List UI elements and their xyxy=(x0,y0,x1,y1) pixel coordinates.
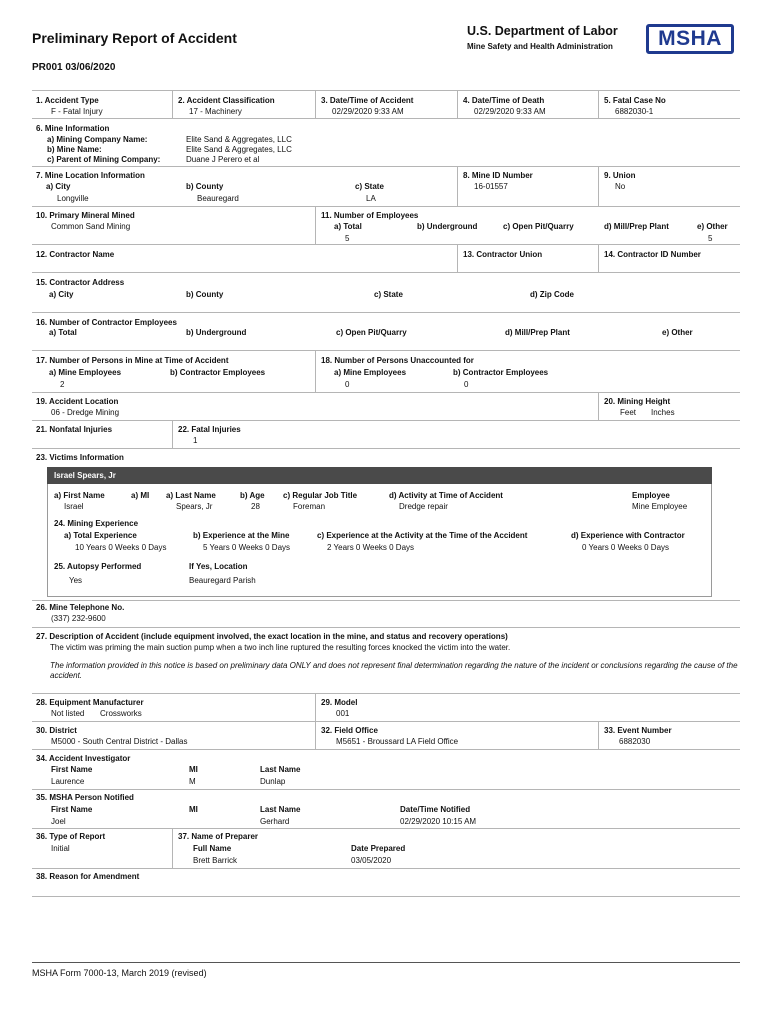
primary-mineral-label: 10. Primary Mineral Mined xyxy=(36,211,135,220)
mine-name-label: b) Mine Name: xyxy=(47,145,102,154)
state-label: c) State xyxy=(355,182,384,191)
msha-notified-label: 35. MSHA Person Notified xyxy=(36,793,134,802)
death-datetime-label: 4. Date/Time of Death xyxy=(463,96,545,105)
company-name-value: Elite Sand & Aggregates, LLC xyxy=(186,135,292,144)
county-label: b) County xyxy=(186,182,224,191)
divider xyxy=(598,244,599,272)
report-id: PR001 03/06/2020 xyxy=(32,62,116,73)
contractor-mill-label: d) Mill/Prep Plant xyxy=(505,328,570,337)
disclaimer-note: The information provided in this notice is based on preliminary data ONLY and does not represent final determination regarding the nature of the incident or conclusions regarding the cause of the accident. xyxy=(50,661,738,680)
divider xyxy=(315,350,316,392)
divider xyxy=(598,166,599,206)
autopsy-value: Yes xyxy=(69,576,83,585)
employees-other-value: 5 xyxy=(708,234,713,243)
victim-name: Israel Spears, Jr xyxy=(54,471,116,480)
form-footer: MSHA Form 7000-13, March 2019 (revised) xyxy=(32,968,207,978)
divider xyxy=(457,166,458,206)
contractor-experience-label: d) Experience with Contractor xyxy=(571,531,685,540)
death-datetime-value: 02/29/2020 9:33 AM xyxy=(474,107,546,116)
prepared-date-label: Date Prepared xyxy=(351,844,406,853)
district-label: 30. District xyxy=(36,726,77,735)
contractor-zip-label: d) Zip Code xyxy=(530,290,574,299)
divider xyxy=(172,420,173,448)
investigator-mi-label: MI xyxy=(189,765,198,774)
victim-job-value: Foreman xyxy=(293,502,326,511)
divider xyxy=(32,896,740,897)
mining-height-label: 20. Mining Height xyxy=(604,397,671,406)
contractor-other-label: e) Other xyxy=(662,328,693,337)
divider xyxy=(172,90,173,118)
divider xyxy=(32,448,740,449)
notified-first-value: Joel xyxy=(51,817,66,826)
state-value: LA xyxy=(366,194,376,203)
divider xyxy=(32,244,740,245)
divider xyxy=(32,392,740,393)
victim-employee-value: Mine Employee xyxy=(632,502,688,511)
contractor-address-label: 15. Contractor Address xyxy=(36,278,125,287)
employees-other-label: e) Other xyxy=(697,222,728,231)
contractor-id-label: 14. Contractor ID Number xyxy=(604,250,701,259)
divider xyxy=(172,828,173,868)
fatal-case-value: 6882030-1 xyxy=(615,107,654,116)
notified-mi-label: MI xyxy=(189,805,198,814)
district-value: M5000 - South Central District - Dallas xyxy=(51,737,188,746)
report-type-label: 36. Type of Report xyxy=(36,832,106,841)
divider xyxy=(315,206,316,244)
contractor-underground-label: b) Underground xyxy=(186,328,247,337)
mine-experience-value: 5 Years 0 Weeks 0 Days xyxy=(203,543,291,552)
contractor-employees-label: 16. Number of Contractor Employees xyxy=(36,318,177,327)
employees-label: 11. Number of Employees xyxy=(321,211,419,220)
notified-date-label: Date/Time Notified xyxy=(400,805,471,814)
victim-details xyxy=(47,484,712,597)
accident-type-value: F - Fatal Injury xyxy=(51,107,103,116)
divider xyxy=(598,392,599,420)
msha-logo: MSHA xyxy=(646,24,734,54)
autopsy-location-label: If Yes, Location xyxy=(189,562,248,571)
victim-activity-label: d) Activity at Time of Accident xyxy=(389,491,503,500)
unaccounted-label: 18. Number of Persons Unaccounted for xyxy=(321,356,474,365)
employees-pit-label: c) Open Pit/Quarry xyxy=(503,222,574,231)
classification-value: 17 - Machinery xyxy=(189,107,242,116)
company-name-label: a) Mining Company Name: xyxy=(47,135,148,144)
divider xyxy=(457,244,458,272)
investigator-last-label: Last Name xyxy=(260,765,301,774)
total-experience-value: 10 Years 0 Weeks 0 Days xyxy=(75,543,167,552)
divider xyxy=(598,721,599,749)
victim-employee-label: Employee xyxy=(632,491,670,500)
persons-in-mine-label: 17. Number of Persons in Mine at Time of Accident xyxy=(36,356,229,365)
investigator-first-label: First Name xyxy=(51,765,93,774)
divider xyxy=(32,420,740,421)
divider xyxy=(32,350,740,351)
contractor-name-label: 12. Contractor Name xyxy=(36,250,115,259)
employees-underground-label: b) Underground xyxy=(417,222,478,231)
employees-total-label: a) Total xyxy=(334,222,362,231)
classification-label: 2. Accident Classification xyxy=(178,96,275,105)
persons-contractor-label: b) Contractor Employees xyxy=(170,368,266,377)
accident-datetime-label: 3. Date/Time of Accident xyxy=(321,96,414,105)
victim-last-label: a) Last Name xyxy=(166,491,216,500)
divider xyxy=(32,312,740,313)
divider xyxy=(32,721,740,722)
notified-first-label: First Name xyxy=(51,805,93,814)
divider xyxy=(315,693,316,721)
preparer-name-value: Brett Barrick xyxy=(193,856,238,865)
divider xyxy=(457,90,458,118)
preparer-label: 37. Name of Preparer xyxy=(178,832,259,841)
event-number-value: 6882030 xyxy=(619,737,651,746)
prepared-date-value: 03/05/2020 xyxy=(351,856,392,865)
city-value: Longville xyxy=(57,194,89,203)
victim-activity-value: Dredge repair xyxy=(399,502,448,511)
notified-last-value: Gerhard xyxy=(260,817,290,826)
investigator-first-value: Laurence xyxy=(51,777,85,786)
field-office-value: M5651 - Broussard LA Field Office xyxy=(336,737,459,746)
unaccounted-contractor-value: 0 xyxy=(464,380,469,389)
unaccounted-mine-label: a) Mine Employees xyxy=(334,368,407,377)
unaccounted-mine-value: 0 xyxy=(345,380,350,389)
contractor-pit-label: c) Open Pit/Quarry xyxy=(336,328,407,337)
model-value: 001 xyxy=(336,709,350,718)
employees-total-value: 5 xyxy=(345,234,350,243)
description-value: The victim was priming the main suction pump when a two inch line ruptured the resulting forces knocked the victim into the water. xyxy=(50,643,511,652)
contractor-county-label: b) County xyxy=(186,290,224,299)
accident-location-value: 06 - Dredge Mining xyxy=(51,408,120,417)
victim-age-value: 28 xyxy=(251,502,260,511)
victims-info-label: 23. Victims Information xyxy=(36,453,124,462)
contractor-total-label: a) Total xyxy=(49,328,77,337)
victim-first-label: a) First Name xyxy=(54,491,105,500)
equipment-manufacturer-label: 28. Equipment Manufacturer xyxy=(36,698,144,707)
fatal-case-label: 5. Fatal Case No xyxy=(604,96,666,105)
victim-last-value: Spears, Jr xyxy=(176,502,213,511)
mine-id-value: 16-01557 xyxy=(474,182,508,191)
persons-mine-emp-value: 2 xyxy=(60,380,65,389)
accident-location-label: 19. Accident Location xyxy=(36,397,119,406)
accident-datetime-value: 02/29/2020 9:33 AM xyxy=(332,107,404,116)
equipment-manufacturer-value: Not listed xyxy=(51,709,85,718)
contractor-state-label: c) State xyxy=(374,290,403,299)
mine-id-label: 8. Mine ID Number xyxy=(463,171,533,180)
divider xyxy=(32,206,740,207)
mining-height-feet: Feet xyxy=(620,408,637,417)
divider xyxy=(32,627,740,628)
employees-mill-label: d) Mill/Prep Plant xyxy=(604,222,669,231)
amendment-reason-label: 38. Reason for Amendment xyxy=(36,872,140,881)
divider xyxy=(32,868,740,869)
mine-phone-label: 26. Mine Telephone No. xyxy=(36,603,125,612)
page-title: Preliminary Report of Accident xyxy=(32,30,237,46)
footer-divider xyxy=(32,962,740,963)
accident-type-label: 1. Accident Type xyxy=(36,96,99,105)
county-value: Beauregard xyxy=(197,194,239,203)
mine-name-value: Elite Sand & Aggregates, LLC xyxy=(186,145,292,154)
divider xyxy=(315,721,316,749)
equipment-manufacturer-name: Crossworks xyxy=(100,709,142,718)
department-name: U.S. Department of Labor xyxy=(467,24,618,38)
preparer-name-label: Full Name xyxy=(193,844,232,853)
mine-experience-label: b) Experience at the Mine xyxy=(193,531,290,540)
divider xyxy=(315,90,316,118)
victim-name-bar xyxy=(47,467,712,484)
victim-first-value: Israel xyxy=(64,502,84,511)
divider xyxy=(32,749,740,750)
description-label: 27. Description of Accident (include equipment involved, the exact location in the mine, and status and recovery operations) xyxy=(36,632,508,641)
divider xyxy=(32,166,740,167)
divider xyxy=(32,789,740,790)
contractor-union-label: 13. Contractor Union xyxy=(463,250,543,259)
divider xyxy=(32,828,740,829)
divider xyxy=(32,600,740,601)
fatal-injuries-value: 1 xyxy=(193,436,198,445)
investigator-last-value: Dunlap xyxy=(260,777,286,786)
victim-mi-label: a) MI xyxy=(131,491,150,500)
victim-age-label: b) Age xyxy=(240,491,265,500)
divider xyxy=(32,118,740,119)
event-number-label: 33. Event Number xyxy=(604,726,672,735)
persons-mine-emp-label: a) Mine Employees xyxy=(49,368,122,377)
divider xyxy=(32,90,740,91)
mine-location-label: 7. Mine Location Information xyxy=(36,171,145,180)
investigator-label: 34. Accident Investigator xyxy=(36,754,131,763)
parent-company-value: Duane J Perero et al xyxy=(186,155,260,164)
parent-company-label: c) Parent of Mining Company: xyxy=(47,155,161,164)
activity-experience-value: 2 Years 0 Weeks 0 Days xyxy=(327,543,415,552)
union-value: No xyxy=(615,182,626,191)
contractor-experience-value: 0 Years 0 Weeks 0 Days xyxy=(582,543,670,552)
notified-date-value: 02/29/2020 10:15 AM xyxy=(400,817,477,826)
primary-mineral-value: Common Sand Mining xyxy=(51,222,131,231)
victim-job-label: c) Regular Job Title xyxy=(283,491,358,500)
mining-height-inches: Inches xyxy=(651,408,675,417)
autopsy-label: 25. Autopsy Performed xyxy=(54,562,142,571)
divider xyxy=(598,90,599,118)
mining-experience-label: 24. Mining Experience xyxy=(54,519,139,528)
divider xyxy=(32,693,740,694)
notified-last-label: Last Name xyxy=(260,805,301,814)
mine-info-label: 6. Mine Information xyxy=(36,124,110,133)
city-label: a) City xyxy=(46,182,71,191)
investigator-mi-value: M xyxy=(189,777,196,786)
nonfatal-injuries-label: 21. Nonfatal Injuries xyxy=(36,425,113,434)
report-type-value: Initial xyxy=(51,844,70,853)
activity-experience-label: c) Experience at the Activity at the Time of the Accident xyxy=(317,531,528,540)
total-experience-label: a) Total Experience xyxy=(64,531,137,540)
union-label: 9. Union xyxy=(604,171,636,180)
field-office-label: 32. Field Office xyxy=(321,726,378,735)
divider xyxy=(32,272,740,273)
unaccounted-contractor-label: b) Contractor Employees xyxy=(453,368,549,377)
agency-name: Mine Safety and Health Administration xyxy=(467,42,613,51)
mine-phone-value: (337) 232-9600 xyxy=(51,614,106,623)
model-label: 29. Model xyxy=(321,698,358,707)
autopsy-location-value: Beauregard Parish xyxy=(189,576,256,585)
fatal-injuries-label: 22. Fatal Injuries xyxy=(178,425,241,434)
contractor-city-label: a) City xyxy=(49,290,74,299)
